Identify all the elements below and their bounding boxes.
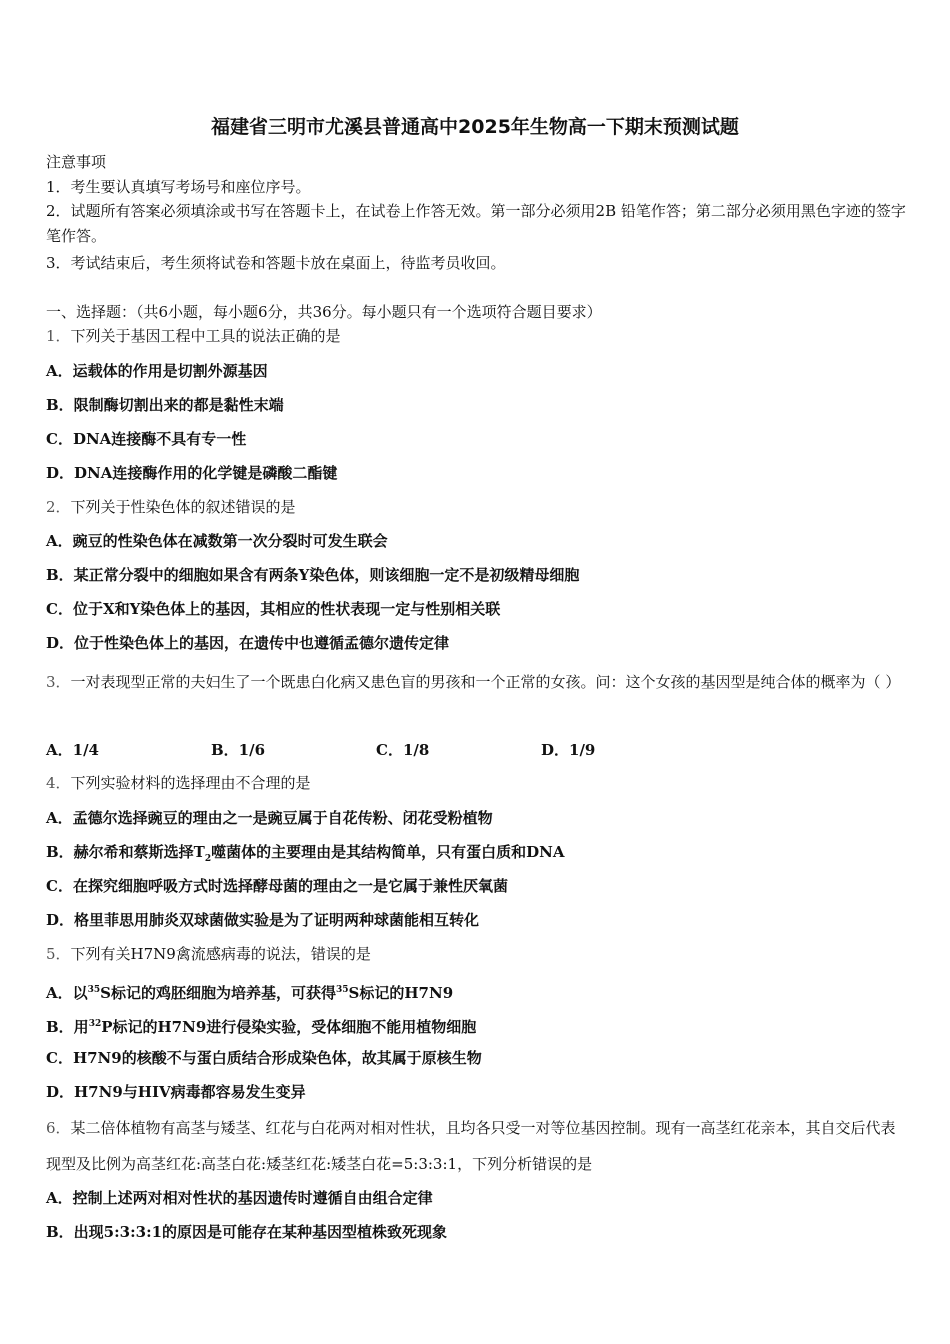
q5-option-b-text: P标记的H7N9进行侵染实验，受体细胞不能用植物细胞 xyxy=(101,1018,477,1036)
q5-option-a-text: A．以 xyxy=(46,984,88,1002)
question-3 xyxy=(46,664,906,700)
q4-option-a: A．孟德尔选择豌豆的理由之一是豌豆属于自花传粉、闭花受粉植物 xyxy=(46,809,493,827)
q2-option-c: C．位于X和Y染色体上的基因，其相应的性状表现一定与性别相关联 xyxy=(46,600,501,618)
notice-item-3: 3．考试结束后，考生须将试卷和答题卡放在桌面上，待监考员收回。 xyxy=(46,254,506,272)
q3-option-c: C．1/8 xyxy=(376,741,430,759)
question-number: 6． xyxy=(46,1119,71,1137)
question-number: 5． xyxy=(46,945,71,963)
question-stem: 下列有关H7N9禽流感病毒的说法，错误的是 xyxy=(70,945,371,963)
notice-heading: 注意事项 xyxy=(46,153,107,171)
q3-option-d: D．1/9 xyxy=(541,741,596,759)
q4-option-b xyxy=(46,842,564,869)
q5-option-c: C．H7N9的核酸不与蛋白质结合形成染色体，故其属于原核生物 xyxy=(46,1049,482,1067)
q5-option-d: D．H7N9与HIV病毒都容易发生变异 xyxy=(46,1083,306,1101)
q4-option-d: D．格里菲思用肺炎双球菌做实验是为了证明两种球菌能相互转化 xyxy=(46,911,480,929)
question-stem: 下列关于性染色体的叙述错误的是 xyxy=(70,498,296,516)
q3-option-b: B．1/6 xyxy=(211,741,266,759)
q6-option-b: B．出现5:3:3:1的原因是可能存在某种基因型植株致死现象 xyxy=(46,1223,448,1241)
superscript: 32 xyxy=(88,1019,102,1029)
question-stem: 一对表现型正常的夫妇生了一个既患白化病又患色盲的男孩和一个正常的女孩。问：这个女孩的基因型是纯合体的概率为（ ） xyxy=(70,673,901,691)
q2-option-a: A．豌豆的性染色体在减数第一次分裂时可发生联会 xyxy=(46,532,388,550)
question-2 xyxy=(46,497,296,517)
question-1 xyxy=(46,326,341,346)
question-number: 4． xyxy=(46,774,71,792)
question-stem: 下列关于基因工程中工具的说法正确的是 xyxy=(70,327,341,345)
question-6 xyxy=(46,1110,906,1182)
question-4 xyxy=(46,773,311,793)
question-number: 2． xyxy=(46,498,71,516)
q1-option-b: B．限制酶切割出来的都是黏性末端 xyxy=(46,396,284,414)
page-title: 福建省三明市尤溪县普通高中2025年生物高一下期末预测试题 xyxy=(211,116,739,138)
q3-option-a: A．1/4 xyxy=(46,741,99,759)
question-number: 1． xyxy=(46,327,71,345)
q3-options xyxy=(46,739,906,760)
q6-option-a: A．控制上述两对相对性状的基因遗传时遵循自由组合定律 xyxy=(46,1189,433,1207)
q4-option-b-text: 噬菌体的主要理由是其结构简单，只有蛋白质和DNA xyxy=(211,843,565,861)
q1-option-a: A．运载体的作用是切割外源基因 xyxy=(46,362,268,380)
subscript: 2 xyxy=(204,854,212,864)
question-number: 3． xyxy=(46,673,71,691)
q1-option-c: C．DNA连接酶不具有专一性 xyxy=(46,430,247,448)
notice-item-1: 1．考生要认真填写考场号和座位序号。 xyxy=(46,178,311,196)
question-stem: 下列实验材料的选择理由不合理的是 xyxy=(70,774,311,792)
question-stem: 某二倍体植物有高茎与矮茎、红花与白花两对相对性状，且均各只受一对等位基因控制。现有一高茎红花亲本，其自交后代表现型及比例为高茎红花:高茎白花:矮茎红花:矮茎白花=5:3:3:1，下列分析错误的是 xyxy=(46,1119,896,1173)
q5-option-b xyxy=(46,1014,476,1037)
superscript: 35 xyxy=(87,985,101,995)
q2-option-d: D．位于性染色体上的基因，在遗传中也遵循孟德尔遗传定律 xyxy=(46,634,450,652)
q5-option-a xyxy=(46,980,453,1003)
question-5 xyxy=(46,944,371,964)
q2-option-b: B．某正常分裂中的细胞如果含有两条Y染色体，则该细胞一定不是初级精母细胞 xyxy=(46,566,580,584)
notice-item-2: 2．试题所有答案必须填涂或书写在答题卡上，在试卷上作答无效。第一部分必须用2B 铅笔作答；第二部分必须用黑色字迹的签字笔作答。 xyxy=(46,202,906,245)
q4-option-c: C．在探究细胞呼吸方式时选择酵母菌的理由之一是它属于兼性厌氧菌 xyxy=(46,877,508,895)
q5-option-b-text: B．用 xyxy=(46,1018,89,1036)
q5-option-a-text: S标记的鸡胚细胞为培养基，可获得 xyxy=(100,984,337,1002)
superscript: 35 xyxy=(336,985,349,995)
q1-option-d: D．DNA连接酶作用的化学键是磷酸二酯键 xyxy=(46,464,338,482)
q5-option-a-text: S标记的H7N9 xyxy=(348,984,454,1002)
section-heading: 一、选择题：（共6小题，每小题6分，共36分。每小题只有一个选项符合题目要求） xyxy=(46,303,602,321)
q4-option-b-text: B．赫尔希和蔡斯选择T xyxy=(46,843,205,861)
